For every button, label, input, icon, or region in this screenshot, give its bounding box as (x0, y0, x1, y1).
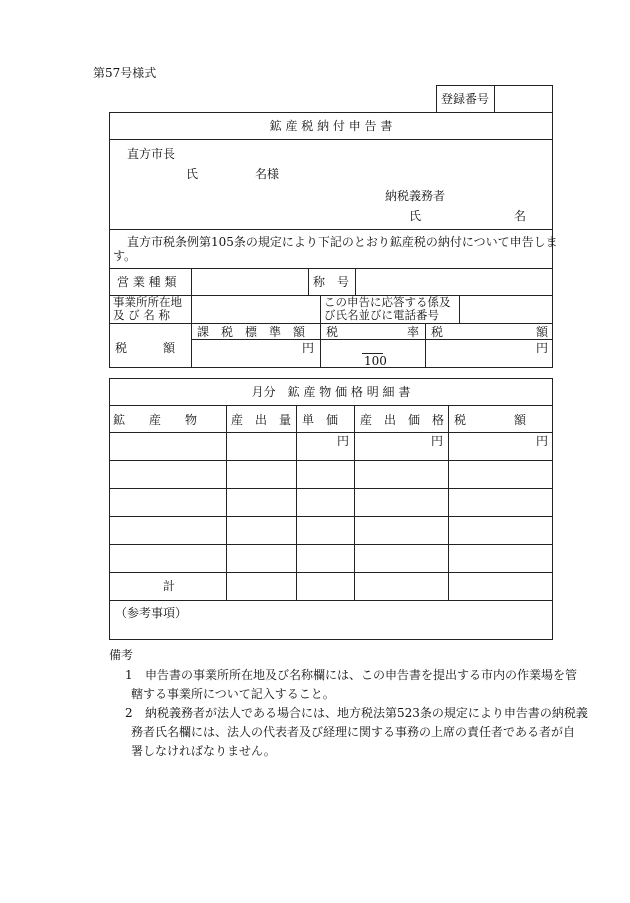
registration-label: 登録番号 (441, 92, 490, 106)
output-price-yen: 円 (431, 434, 444, 448)
declaration-line-2: す。 (113, 249, 137, 263)
col-mineral: 鉱 産 物 (113, 413, 198, 427)
remark-2-line-1: 納税義務者が法人である場合には、地方税法第523条の規定により申告書の納税義 (145, 706, 588, 720)
remark-1-line-2: 轄する事業所について記入すること。 (131, 687, 335, 701)
name-shi: 氏 (186, 167, 199, 181)
office-label-1: 事業所所在地 (113, 295, 182, 309)
office-field[interactable] (193, 297, 318, 321)
trade-name-field[interactable] (357, 270, 551, 293)
addressee: 直方市長 (127, 147, 176, 161)
business-type-field[interactable] (193, 270, 306, 293)
tax-amount-label: 税 額 (115, 341, 176, 355)
business-type-label: 営 業 種 類 (117, 275, 177, 289)
tax-field[interactable] (427, 341, 532, 366)
office-label-2: 及 び 名 称 (113, 308, 170, 322)
taxpayer-label: 納税義務者 (385, 189, 446, 203)
col-unit-price: 単 価 (302, 413, 339, 427)
total-label: 計 (163, 579, 176, 593)
registration-number-field[interactable] (496, 87, 551, 111)
taxpayer-mei: 名 (514, 209, 527, 223)
remark-2-line-3: 署しなければなりません。 (131, 744, 276, 758)
remark-1-num: 1 (125, 668, 133, 682)
rate-numerator-field[interactable] (362, 341, 383, 352)
form-title: 鉱 産 税 納 付 申 告 書 (269, 119, 393, 133)
notes-label: （参考事項） (115, 606, 188, 620)
col-output: 産 出 量 (231, 413, 292, 427)
remark-2-num: 2 (125, 706, 133, 720)
tax-base-label: 課 税 標 準 額 (197, 325, 306, 339)
remarks-title: 備考 (109, 648, 134, 662)
contact-label-2: び氏名並びに電話番号 (324, 308, 439, 322)
contact-field[interactable] (461, 297, 551, 321)
taxpayer-shi: 氏 (409, 209, 422, 223)
tax-base-field[interactable] (193, 341, 298, 366)
declaration-line-1: 直方市税条例第105条の規定により下記のとおり鉱産税の納付について申告しま (127, 235, 558, 249)
remark-1-line-1: 申告書の事業所所在地及び名称欄には、この申告書を提出する市内の作業場を管 (145, 668, 578, 682)
detail-title: 月分 鉱 産 物 価 格 明 細 書 (251, 385, 411, 399)
detail-tax-yen: 円 (536, 434, 549, 448)
tax-label-b: 額 (536, 325, 549, 339)
tax-label-a: 税 (431, 325, 444, 339)
detail-data-rows[interactable] (110, 433, 553, 571)
tax-base-yen: 円 (302, 341, 315, 355)
col-tax: 税 額 (454, 413, 527, 427)
tax-rate-label-a: 税 (326, 325, 339, 339)
unit-price-yen: 円 (337, 434, 350, 448)
notes-field[interactable] (111, 622, 551, 638)
tax-rate-label-b: 率 (407, 325, 420, 339)
rate-denominator: 100 (364, 354, 387, 368)
trade-name-label: 称 号 (313, 275, 350, 289)
tax-yen: 円 (536, 341, 549, 355)
remark-2-line-2: 務者氏名欄には、法人の代表者及び経理に関する事務の上席の責任者である者が自 (131, 725, 576, 739)
name-sama: 名様 (255, 167, 280, 181)
contact-label-1: この申告に応答する係及 (324, 295, 451, 309)
total-row-fields[interactable] (228, 574, 552, 599)
col-output-price: 産 出 価 格 (360, 413, 445, 427)
form-number: 第57号様式 (93, 66, 157, 80)
